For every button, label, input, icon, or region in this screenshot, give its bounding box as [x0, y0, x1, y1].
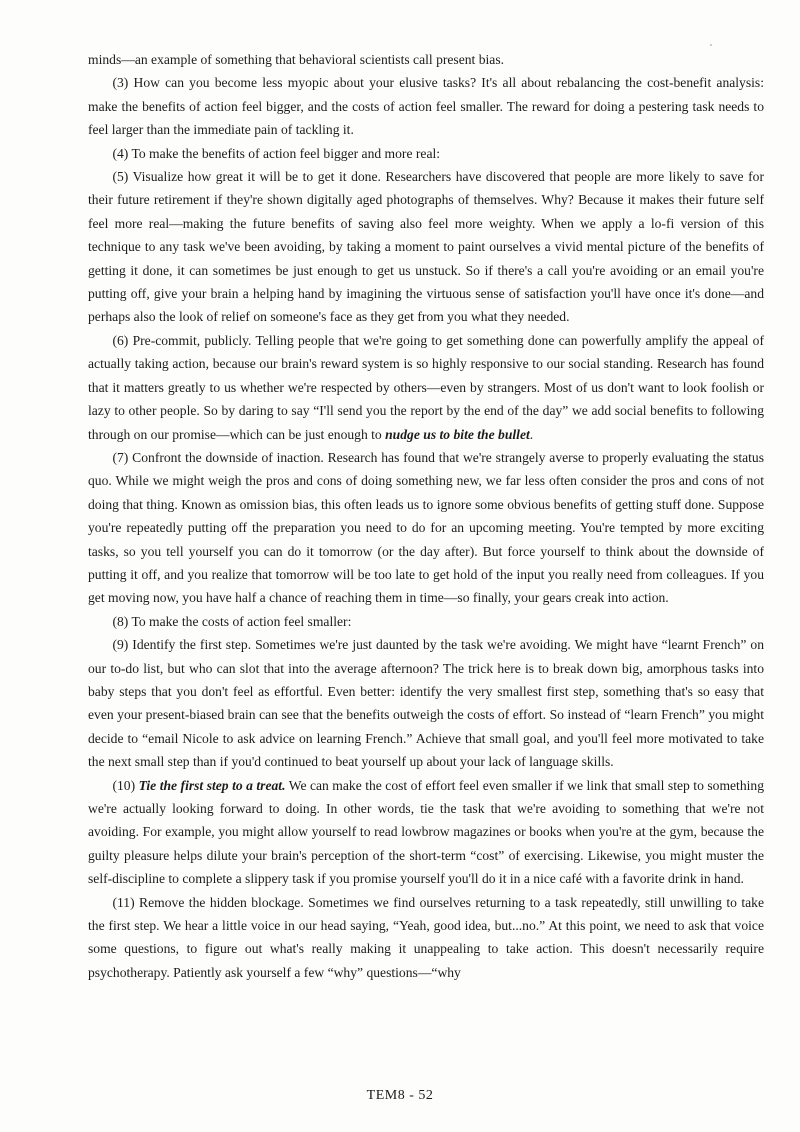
page-number: TEM8 - 52: [366, 1088, 434, 1103]
paragraph-6: [88, 329, 764, 446]
paragraph-text: Identify the first step. Sometimes we're just daunted by the task we're avoiding. We might have “learnt French” on our to-do list, but who can slot that into the average afternoon? The trick here is to break down big, amorphous tasks into baby steps that you don't feel as effortful. Even better: identify the very smallest first step, something that's so easy that even your present-biased brain can see that the benefits outweigh the costs of effort. So instead of “learn French” you might decide to “email Nicole to ask advice on learning French.” Achieve that small goal, and you'll feel more motivated to take the next small step than if you'd continued to beat yourself up about your lack of language skills.: [88, 637, 764, 770]
paragraph-number: (11): [112, 894, 135, 910]
paragraph-7: [88, 446, 764, 610]
paragraph-3: [88, 71, 764, 141]
paragraph-5: [88, 165, 764, 329]
emphasized-phrase: nudge us to bite the bullet: [385, 426, 530, 442]
paragraph-number: (6): [112, 332, 129, 348]
paragraph-number: (5): [112, 169, 129, 185]
paragraph-text: Visualize how great it will be to get it done. Researchers have discovered that people are more likely to save for their future retirement if they're shown digitally aged photographs of themselves. Why? Because it makes their future self feel more real—making the future benefits of saving also feel more weighty. When we apply a lo-fi version of this technique to any task we've been avoiding, by taking a moment to paint ourselves a vivid mental picture of the benefits of getting it done, it can sometimes be just enough to get us unstuck. So if there's a call you're avoiding or an email you're putting off, give your brain a helping hand by imagining the virtuous sense of satisfaction you'll have once it's done—and perhaps also the look of relief on someone's face as they get from you what they needed.: [88, 169, 764, 325]
scan-mark: [710, 44, 712, 46]
emphasized-phrase: Tie the first step to a treat.: [138, 777, 286, 793]
paragraph-text: Pre-commit, publicly. Telling people that we're going to get something done can powerfully amplify the appeal of actually taking action, because our brain's reward system is so highly responsive to our social standing. Research has found that it matters greatly to us whether we're respected by others—even by strangers. Most of us don't want to look foolish or lazy to other people. So by daring to say “I'll send you the report by the end of the day” we add social benefits to following through on our promise—which can be just enough to: [88, 332, 764, 442]
paragraph-text: To make the benefits of action feel bigger and more real:: [128, 145, 441, 161]
paragraph-number: (8): [112, 613, 129, 629]
paragraph-number: (10): [112, 777, 136, 793]
paragraph-4: [88, 142, 764, 165]
paragraph-10: [88, 774, 764, 891]
paragraph-number: (7): [112, 449, 129, 465]
paragraph-text: To make the costs of action feel smaller:: [128, 613, 352, 629]
paragraph-text: minds—an example of something that behavioral scientists call present bias.: [88, 52, 505, 67]
paragraph-8: [88, 610, 764, 633]
paragraph-number: (3): [112, 75, 129, 91]
paragraph-text: Remove the hidden blockage. Sometimes we find ourselves returning to a task repeatedly, still unwilling to take the first step. We hear a little voice in our head saying, “Yeah, good idea, but...no.” At this point, we need to ask that voice some questions, to figure out what's really making it unappealing to take action. This doesn't necessarily require psychotherapy. Patiently ask yourself a few “why” questions—“why: [88, 894, 764, 980]
paragraph-text-end: .: [529, 426, 534, 442]
paragraph-9: [88, 633, 764, 773]
paragraph-11: [88, 891, 764, 985]
paragraph-text: How can you become less myopic about your elusive tasks? It's all about rebalancing the cost-benefit analysis: make the benefits of action feel bigger, and the costs of action feel smaller. The reward for doing a pestering task needs to feel larger than the immediate pain of tackling it.: [88, 75, 764, 138]
paragraph-number: (9): [112, 637, 129, 653]
paragraph-text-end: We can make the cost of effort feel even smaller if we link that small step to something we're actually looking forward to doing. In other words, tie the task that we're avoiding to something that we're not avoiding. For example, you might allow yourself to read lowbrow magazines or books when you're at the gym, because the guilty pleasure helps dilute your brain's perception of the short-term “cost” of exercising. Likewise, you might muster the self-discipline to complete a slippery task if you promise yourself you'll do it in a nice café with a favorite drink in hand.: [88, 777, 764, 887]
paragraph-continuation: [88, 48, 764, 71]
page-footer: [0, 1088, 800, 1104]
article-body: [88, 48, 764, 984]
paragraph-number: (4): [112, 145, 129, 161]
paragraph-text: Confront the downside of inaction. Research has found that we're strangely averse to properly evaluating the status quo. While we might weigh the pros and cons of doing something new, we far less often consider the pros and cons of not doing that thing. Known as omission bias, this often leads us to ignore some obvious benefits of getting stuff done. Suppose you're repeatedly putting off the preparation you need to do for an upcoming meeting. You're tempted by more exciting tasks, so you tell yourself you can do it tomorrow (or the day after). But force yourself to think about the downside of putting it off, and you realize that tomorrow will be too late to get hold of the input you really need from colleagues. If you get moving now, you have half a chance of reaching them in time—so finally, your gears creak into action.: [88, 449, 764, 606]
